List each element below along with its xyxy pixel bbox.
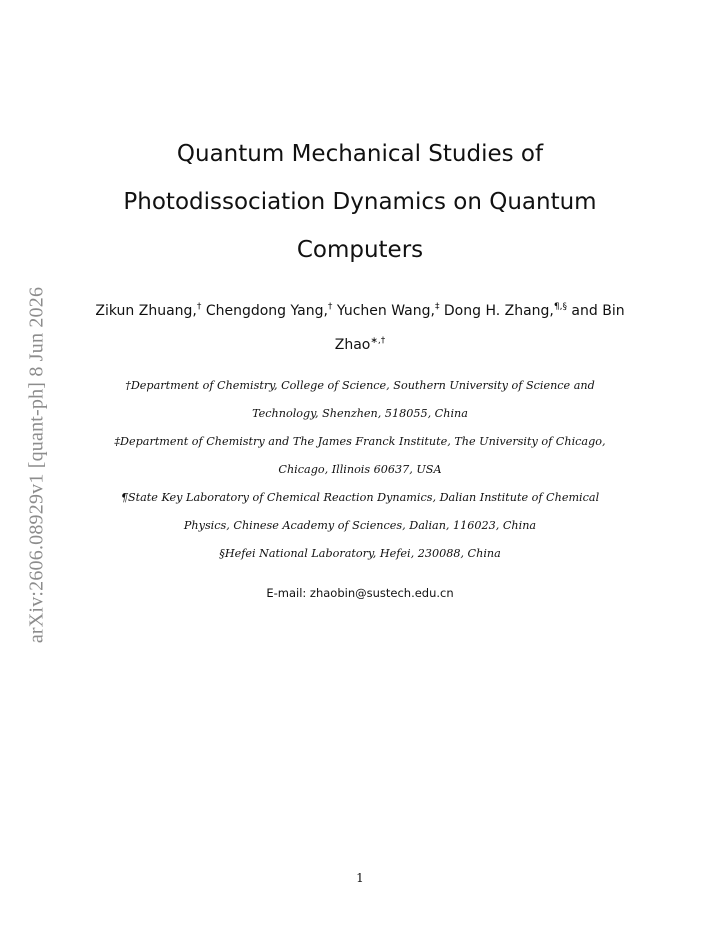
title-line: Quantum Mechanical Studies of — [176, 141, 544, 167]
contact-email: E-mail: zhaobin@sustech.edu.cn — [266, 586, 454, 600]
title-line: Computers — [296, 237, 424, 263]
author-name: Zikun Zhuang, — [95, 303, 197, 319]
affiliation-mark: ∗,† — [370, 336, 386, 346]
author-name: Yuchen Wang, — [332, 303, 435, 319]
author-name: Zhao — [334, 337, 371, 353]
affiliation-line: Chicago, Illinois 60637, USA — [278, 463, 442, 476]
affiliation-line: §Hefei National Laboratory, Hefei, 230088, China — [219, 547, 501, 560]
affiliation-line: †Department of Chemistry, College of Science, Southern University of Science and — [125, 379, 595, 392]
paper-title — [0, 130, 720, 274]
author-name: and Bin — [566, 303, 625, 319]
author-line — [0, 294, 720, 328]
affiliation-mark: † — [327, 302, 333, 312]
author-name: Chengdong Yang, — [201, 303, 328, 319]
affiliations — [0, 372, 720, 568]
author-list — [0, 294, 720, 362]
affiliation-mark: ‡ — [434, 302, 440, 312]
affiliation-mark: † — [196, 302, 202, 312]
affiliation-line: Technology, Shenzhen, 518055, China — [252, 407, 468, 420]
page-number: 1 — [356, 871, 364, 885]
affiliation-line: ‡Department of Chemistry and The James Franck Institute, The University of Chicago, — [114, 435, 606, 448]
affiliation-mark: ¶,§ — [553, 302, 567, 312]
arxiv-identifier-stamp: arXiv:2606.08929v1 [quant-ph] 8 Jun 2026 — [25, 286, 48, 644]
affiliation-line: Physics, Chinese Academy of Sciences, Dalian, 116023, China — [183, 519, 537, 532]
title-line: Photodissociation Dynamics on Quantum — [123, 189, 597, 215]
author-line — [0, 328, 720, 362]
affiliation-line: ¶State Key Laboratory of Chemical Reaction Dynamics, Dalian Institute of Chemical — [120, 491, 600, 504]
author-name: Dong H. Zhang, — [439, 303, 554, 319]
